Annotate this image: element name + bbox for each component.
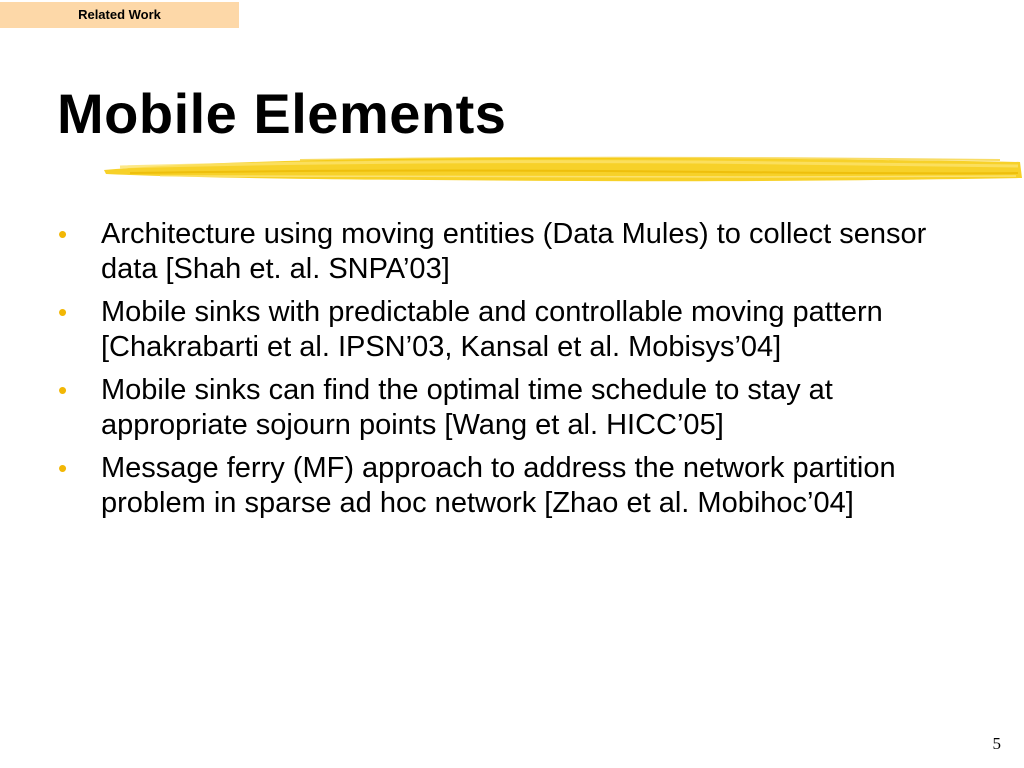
bullet-text: Architecture using moving entities (Data Mules) to collect sensor data [Shah et. al. SNPA’03] [101, 218, 927, 285]
highlighter-stroke [100, 148, 1024, 188]
bullet-text: Mobile sinks can find the optimal time schedule to stay at appropriate sojourn points [Wang et al. HICC’05] [101, 374, 833, 441]
section-tag: Related Work [0, 2, 239, 28]
page-number: 5 [992, 734, 1001, 753]
bullet-item [58, 373, 958, 443]
bullet-list [58, 217, 958, 529]
bullet-item [58, 451, 958, 521]
bullet-dot-icon: • [58, 219, 68, 249]
bullet-dot-icon: • [58, 453, 68, 483]
bullet-text: Message ferry (MF) approach to address the network partition problem in sparse ad hoc network [Zhao et al. Mobihoc’04] [101, 452, 896, 519]
slide-title: Mobile Elements [57, 82, 507, 145]
bullet-item [58, 295, 958, 365]
bullet-dot-icon: • [58, 375, 68, 405]
bullet-item [58, 217, 958, 287]
bullet-text: Mobile sinks with predictable and controllable moving pattern [Chakrabarti et al. IPSN’03, Kansal et al. Mobisys’04] [101, 296, 883, 363]
bullet-dot-icon: • [58, 297, 68, 327]
